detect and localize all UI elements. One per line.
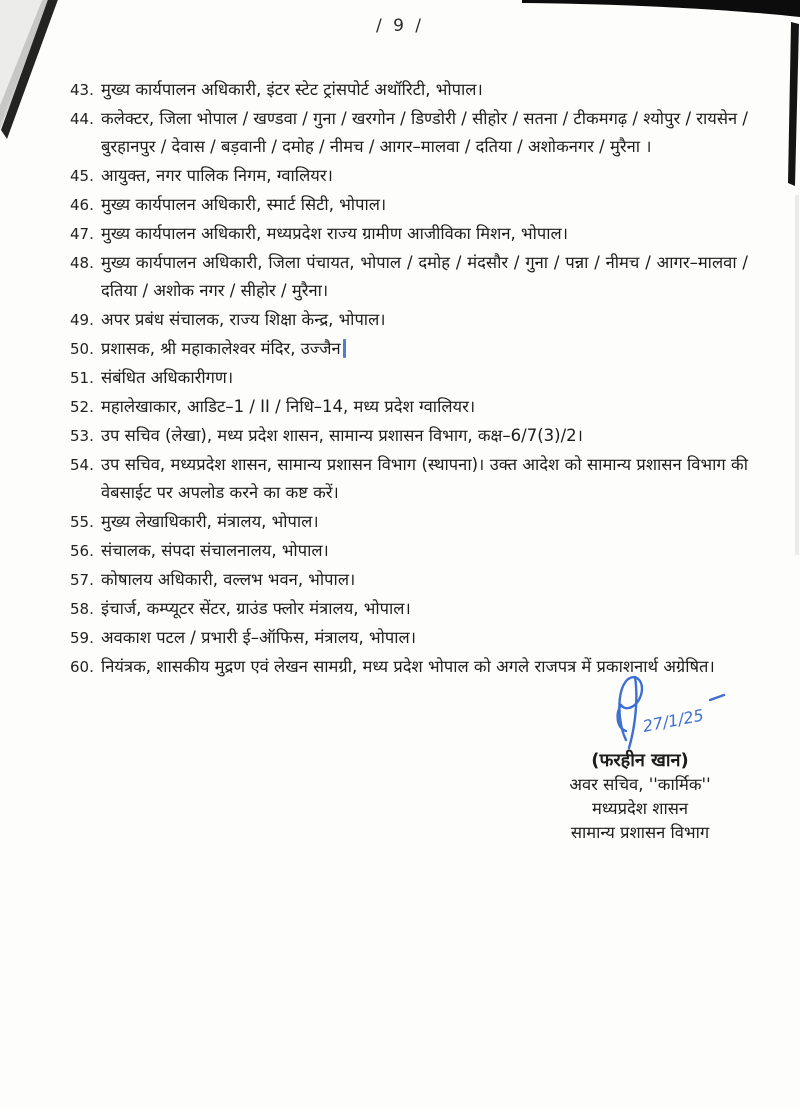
- list-item-text: संबंधित अधिकारीगण।: [101, 368, 234, 387]
- list-item-number: 54.: [70, 456, 94, 474]
- list-item-number: 55.: [70, 513, 94, 531]
- page-number: / 9 /: [375, 16, 425, 36]
- list-item: [70, 249, 748, 305]
- signature-scribble: [598, 674, 728, 752]
- signatory-name: (फरहीन खान): [591, 750, 689, 771]
- list-item-text-wrap: [101, 249, 748, 305]
- scan-artifact-top-edge: [522, 0, 800, 17]
- list-item-text: मुख्य लेखाधिकारी, मंत्रालय, भोपाल।: [101, 512, 319, 531]
- list-item-text: मुख्य कार्यपालन अधिकारी, जिला पंचायत, भोपाल / दमोह / मंदसौर / गुना / पन्ना / नीमच / आगर–मालवा / दतिया / अशोक नगर / सीहोर / मुरैना।: [101, 253, 748, 300]
- list-item: [70, 105, 748, 161]
- list-item-number: 47.: [70, 225, 94, 243]
- signature-block: [520, 674, 760, 845]
- list-item-text: अवकाश पटल / प्रभारी ई–ऑफिस, मंत्रालय, भोपाल।: [101, 628, 416, 647]
- list-item: [70, 566, 748, 594]
- list-item-number: 53.: [70, 427, 94, 445]
- list-item-text-wrap: [101, 191, 748, 219]
- list-item-text-wrap: [101, 76, 748, 104]
- list-item-text-wrap: [101, 537, 748, 565]
- list-item-text: इंचार्ज, कम्प्यूटर सेंटर, ग्राउंड फ्लोर मंत्रालय, भोपाल।: [101, 599, 411, 618]
- list-item-text: उप सचिव, मध्यप्रदेश शासन, सामान्य प्रशासन विभाग (स्थापना)। उक्त आदेश को सामान्य प्रशासन विभाग की वेबसाईट पर अपलोड करने का कष्ट करें।: [101, 455, 748, 502]
- list-item: [70, 335, 748, 363]
- list-item-text-wrap: [101, 508, 748, 536]
- list-item-text-wrap: [101, 451, 748, 507]
- scan-artifact-right-edge: [788, 22, 799, 186]
- list-item-text-wrap: [101, 220, 748, 248]
- list-item-text: कलेक्टर, जिला भोपाल / खण्डवा / गुना / खरगोन / डिण्डोरी / सीहोर / सतना / टीकमगढ़ / श्योपुर / रायसेन / बुरहानपुर / देवास / बड़वानी / दमोह / नीमच / आगर–मालवा / दतिया / अशोकनगर / मुरैना ।: [101, 109, 748, 156]
- text-cursor-mark: [343, 339, 346, 358]
- list-item: [70, 451, 748, 507]
- list-item-text: मुख्य कार्यपालन अधिकारी, इंटर स्टेट ट्रांसपोर्ट अथॉरिटी, भोपाल।: [101, 80, 483, 99]
- list-item-text: नियंत्रक, शासकीय मुद्रण एवं लेखन सामग्री, मध्य प्रदेश भोपाल को अगले राजपत्र में प्रकाशनार्थ अग्रेषित।: [101, 657, 715, 676]
- list-item-text: मुख्य कार्यपालन अधिकारी, मध्यप्रदेश राज्य ग्रामीण आजीविका मिशन, भोपाल।: [101, 224, 568, 243]
- list-item-text-wrap: [101, 393, 748, 421]
- list-item-text: कोषालय अधिकारी, वल्लभ भवन, भोपाल।: [101, 570, 356, 589]
- list-item-number: 48.: [70, 254, 94, 272]
- list-item: [70, 422, 748, 450]
- signatory-title: अवर सचिव, ''कार्मिक'': [569, 775, 711, 794]
- list-item: [70, 191, 748, 219]
- list-item: [70, 595, 748, 623]
- list-item: [70, 220, 748, 248]
- list-item-text: संचालक, संपदा संचालनालय, भोपाल।: [101, 541, 329, 560]
- list-item-text: प्रशासक, श्री महाकालेश्वर मंदिर, उज्जैन: [101, 339, 341, 358]
- list-item-text-wrap: [101, 364, 748, 392]
- list-item: [70, 76, 748, 104]
- list-item: [70, 508, 748, 536]
- list-item-number: 51.: [70, 369, 94, 387]
- list-item-number: 50.: [70, 340, 94, 358]
- list-item-text: उप सचिव (लेखा), मध्य प्रदेश शासन, सामान्य प्रशासन विभाग, कक्ष–6/7(3)/2।: [101, 426, 583, 445]
- list-item-text-wrap: [101, 162, 748, 190]
- list-item-text: अपर प्रबंध संचालक, राज्य शिक्षा केन्द्र, भोपाल।: [101, 310, 386, 329]
- list-item-number: 43.: [70, 81, 94, 99]
- list-item-text-wrap: [101, 335, 748, 363]
- list-item-text-wrap: [101, 624, 748, 652]
- scan-artifact-right-smudge: [795, 195, 799, 555]
- list-item-number: 46.: [70, 196, 94, 214]
- list-item-text-wrap: [101, 306, 748, 334]
- list-item-text-wrap: [101, 105, 748, 161]
- list-item-text: आयुक्त, नगर पालिक निगम, ग्वालियर।: [101, 166, 333, 185]
- list-item-number: 49.: [70, 311, 94, 329]
- list-item-number: 56.: [70, 542, 94, 560]
- list-item-number: 44.: [70, 110, 94, 128]
- list-item-number: 52.: [70, 398, 94, 416]
- list-item: [70, 162, 748, 190]
- list-item-number: 45.: [70, 167, 94, 185]
- signature-date: 27/1/25: [641, 705, 706, 736]
- signatory-org: मध्यप्रदेश शासन: [591, 799, 689, 818]
- list-item-text-wrap: [101, 595, 748, 623]
- list-item-number: 60.: [70, 658, 94, 676]
- signatory-dept: सामान्य प्रशासन विभाग: [570, 823, 710, 842]
- list-item: [70, 537, 748, 565]
- list-item-text: मुख्य कार्यपालन अधिकारी, स्मार्ट सिटी, भोपाल।: [101, 195, 387, 214]
- list-item-number: 58.: [70, 600, 94, 618]
- list-item-text-wrap: [101, 422, 748, 450]
- list-item-text-wrap: [101, 566, 748, 594]
- list-item: [70, 306, 748, 334]
- list-item-number: 59.: [70, 629, 94, 647]
- list-item-text: महालेखाकार, आडिट–1 / II / निधि–14, मध्य प्रदेश ग्वालियर।: [101, 397, 476, 416]
- list-item-number: 57.: [70, 571, 94, 589]
- list-item: [70, 364, 748, 392]
- list-item: [70, 624, 748, 652]
- list: [70, 76, 748, 682]
- list-item: [70, 393, 748, 421]
